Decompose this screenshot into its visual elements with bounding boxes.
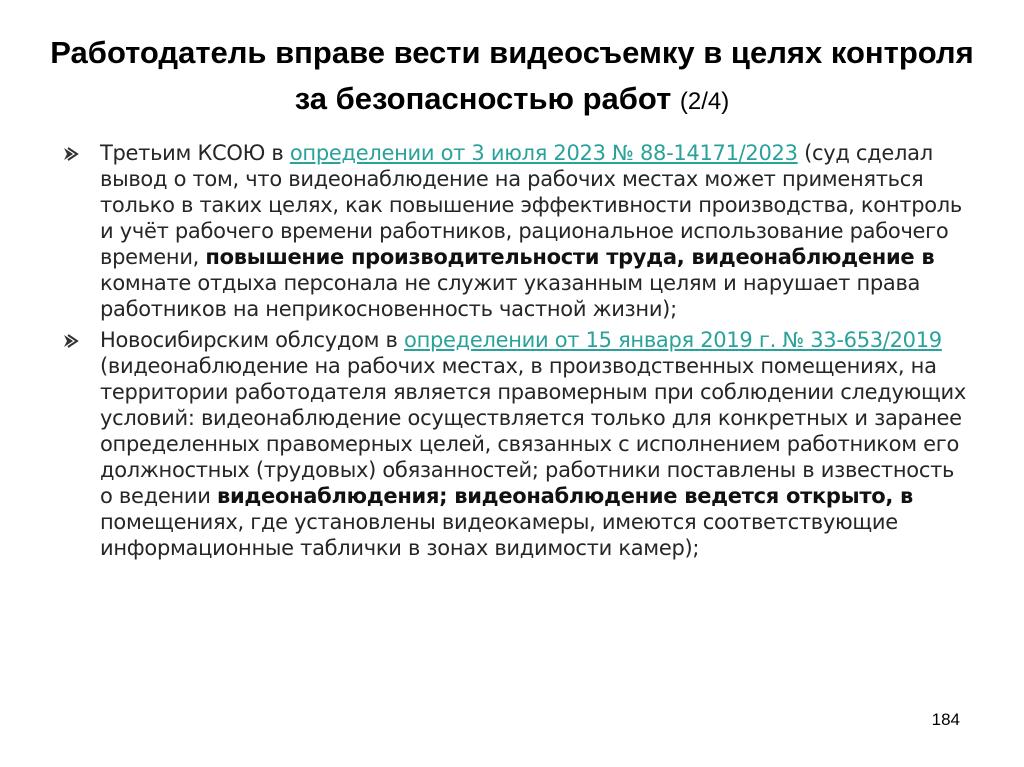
- bullet-item-novosibirsk: [62, 327, 972, 561]
- page-number: 184: [931, 710, 960, 729]
- bullet-bold-text: видеонаблюдения; видеонаблюдение ведется открыто, в: [216, 484, 914, 508]
- court-ruling-link[interactable]: определении от 3 июля 2023 № 88-14171/2023: [289, 141, 798, 165]
- bullet-intro-text: Третьим КСОЮ в: [100, 141, 290, 165]
- bullet-bold-text: повышение производительности труда, видеонаблюдение в: [205, 245, 935, 269]
- bullet-end-text: помещениях, где установлены видеокамеры, имеются соответствующие информационные таблички в зонах видимости камер);: [100, 510, 898, 560]
- slide-content: [62, 140, 972, 561]
- slide-title-part-indicator: (2/4): [679, 88, 730, 115]
- arrow-check-bullet-icon: [62, 145, 82, 163]
- arrow-check-bullet-icon: [62, 332, 82, 350]
- bullet-intro-text: Новосибирским облсудом в: [100, 328, 405, 352]
- bullet-item-ksoyu: [62, 140, 972, 322]
- court-ruling-link[interactable]: определении от 15 января 2019 г. № 33-653/2019: [404, 328, 942, 352]
- bullet-end-text: комнате отдыха персонала не служит указанным целям и нарушает права работников на неприкосновенность частной жизни);: [100, 271, 921, 321]
- bullet-body-text: (видеонаблюдение на рабочих местах, в производственных помещениях, на территории работодателя является правомерным при соблюдении следующих условий: видеонаблюдение осуществляется только для конкретных и заранее определенных правомерных целей, связанных с исполнением работником его должностных (трудовых) обязанностей; работники поставлены в известность о ведении: [100, 354, 966, 508]
- bullet-body-text: (суд сделал вывод о том, что видеонаблюдение на рабочих местах может применяться только в таких целях, как повышение эффективности производства, контроль и учёт рабочего времени работников, рациональное использование рабочего времени,: [100, 141, 962, 269]
- slide-title: [40, 30, 984, 125]
- slide-title-main: Работодатель вправе вести видеосъемку в целях контроля за безопасностью работ: [50, 35, 974, 116]
